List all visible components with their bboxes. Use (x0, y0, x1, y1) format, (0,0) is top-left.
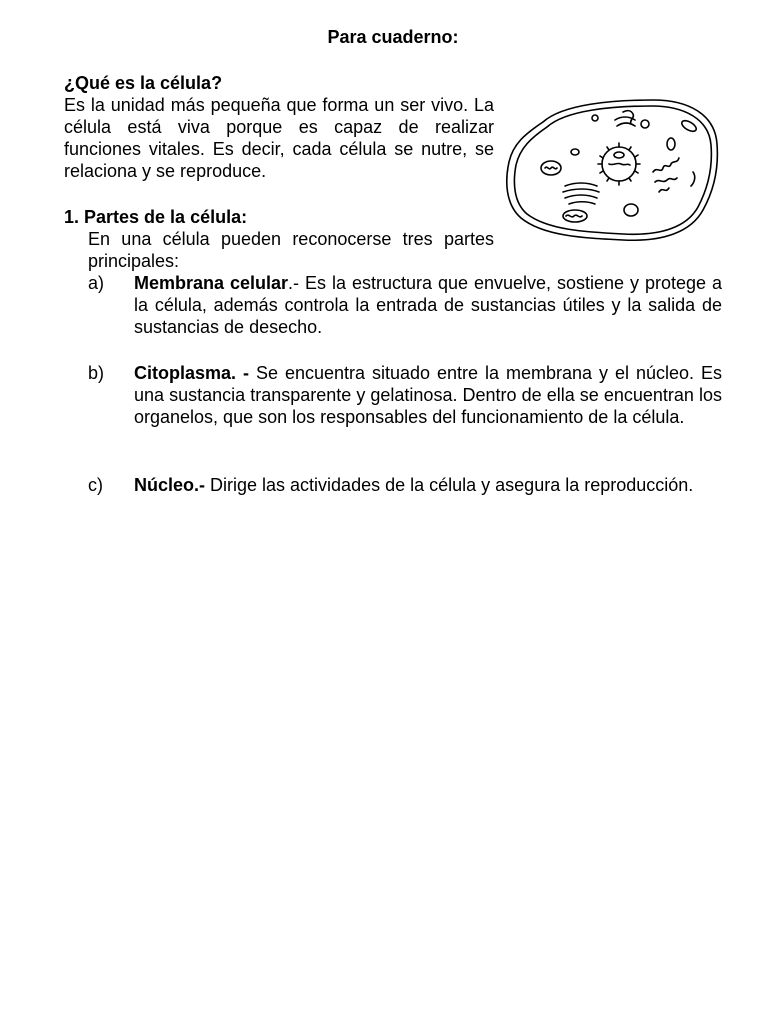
question-heading: ¿Qué es la célula? (64, 73, 223, 93)
list-item-content (134, 474, 722, 496)
list-item-text: Se encuentra situado entre la membrana y el núcleo. Es una sustancia transparente y gelatinosa. Dentro de ella se encuentran los organelos, que son los responsables del funcionamiento de la célula. (134, 363, 722, 427)
page-title: Para cuaderno: (327, 27, 459, 47)
list-item-term: Membrana celular (134, 273, 289, 293)
list-item-letter: a) (88, 273, 105, 293)
section-heading-partes: 1. Partes de la célula: (64, 207, 248, 227)
list-item-letter: c) (88, 475, 103, 495)
section-intro-text: En una célula pueden reconocerse tres partes principales: (88, 229, 494, 271)
list-item-term: Núcleo.- (134, 475, 206, 495)
list-item-term: Citoplasma. - (134, 363, 249, 383)
list-item-content (134, 362, 722, 428)
list-item-text: Dirige las actividades de la célula y asegura la reproducción. (205, 475, 694, 495)
list-item-text: .- Es la estructura que envuelve, sostiene y protege a la célula, además controla la entrada de sustancias útiles y la salida de sustancias de desecho. (134, 273, 722, 337)
list-item-letter: b) (88, 363, 105, 383)
list-item-content (134, 272, 722, 338)
animal-cell-drawing-icon (503, 92, 721, 244)
question-answer-text: Es la unidad más pequeña que forma un ser vivo. La célula está viva porque es capaz de realizar funciones vitales. Es decir, cada célula se nutre, se relaciona y se reproduce. (64, 95, 494, 181)
